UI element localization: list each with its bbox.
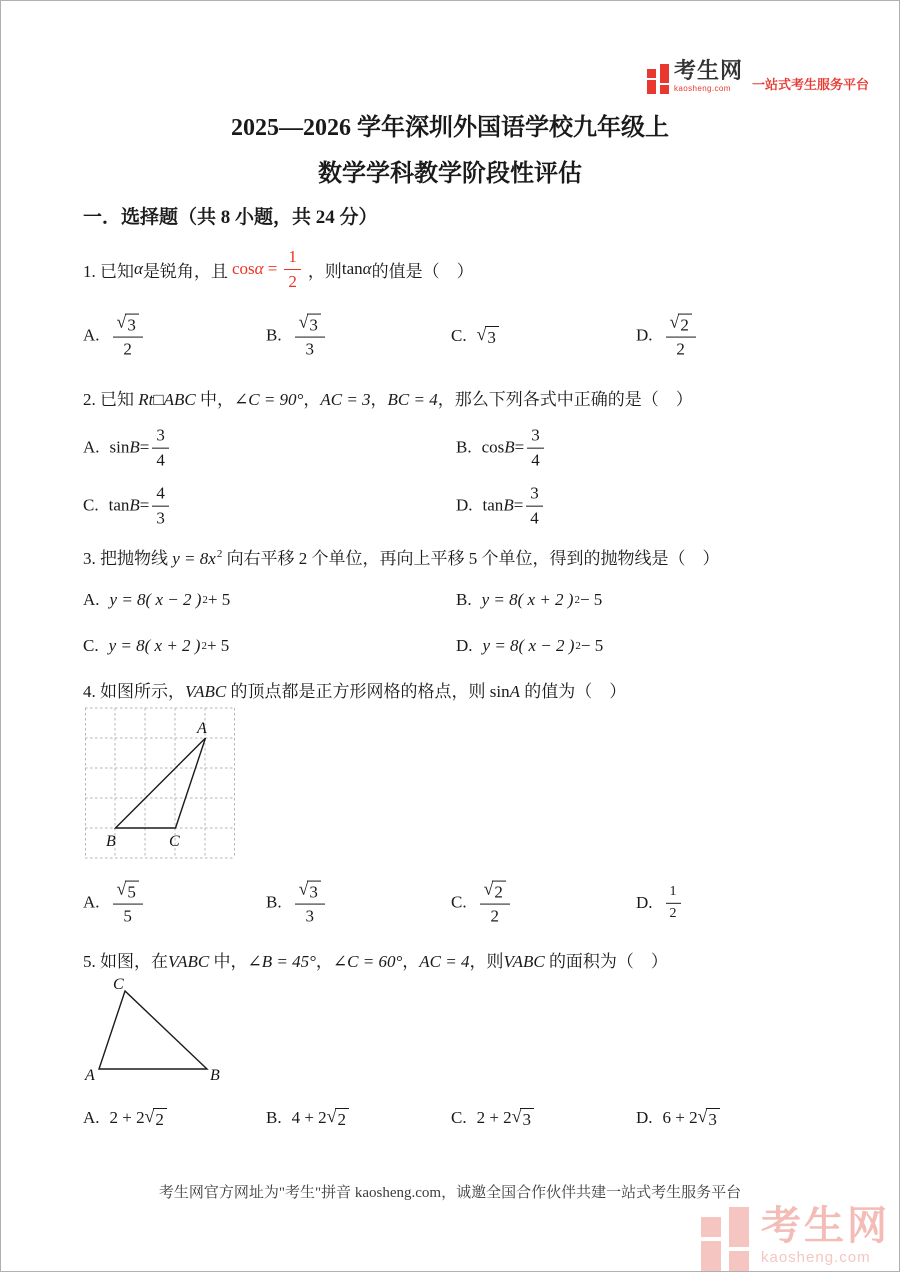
math-fn: tan (482, 496, 504, 515)
fraction-numerator: 4 (152, 485, 169, 507)
q3-option-c: C. y = 8( x + 2 ) 2 + 5 (83, 636, 230, 655)
stem-text: ， (370, 390, 388, 409)
fraction-numerator: 3 (526, 485, 543, 507)
radicand: 2 (678, 314, 692, 334)
triangle-abc-outline (116, 738, 206, 828)
fraction (295, 311, 325, 359)
question-5-options (83, 1097, 833, 1139)
math-expr: BC = 4 (387, 390, 438, 409)
stem-text: 4. 如图所示， (83, 682, 185, 701)
q5-option-c (451, 1108, 534, 1128)
equals-sign: = (514, 438, 525, 457)
stem-text: 的顶点都是正方形网格的格点，则 (226, 682, 490, 701)
radicand: 3 (307, 314, 321, 334)
sqrt (298, 878, 321, 902)
radical-sign: √ (116, 878, 127, 899)
q4-grid-figure (85, 707, 235, 864)
math-fn: tan (341, 259, 363, 278)
q5-triangle-figure (83, 977, 233, 1094)
fraction-denominator: 3 (305, 906, 314, 926)
fraction (526, 485, 543, 528)
fraction-denominator: 3 (156, 508, 165, 528)
vertex-label-c: C (169, 833, 180, 850)
vertex-label-a: A (85, 1067, 95, 1084)
radical-sign: √ (116, 311, 127, 332)
fraction-denominator: 4 (531, 450, 540, 470)
fraction-denominator: 3 (305, 339, 314, 359)
option-label: A. (83, 326, 100, 345)
question-3-options-row2 (83, 625, 833, 667)
triangle-abc-outline (99, 991, 207, 1069)
option-label: D. (456, 636, 473, 655)
logo-text-group (674, 59, 743, 93)
fraction-denominator: 5 (123, 906, 132, 926)
fraction (666, 311, 696, 359)
radical-sign: √ (669, 311, 680, 332)
math-var: α (254, 259, 264, 278)
logo-block (729, 1207, 749, 1247)
radicand: 2 (335, 1108, 349, 1128)
option-label: D. (636, 893, 653, 912)
option-label: B. (456, 438, 472, 457)
math-tail: − 5 (579, 590, 603, 609)
radical-sign: √ (298, 878, 309, 899)
fraction-numerator: 3 (152, 427, 169, 449)
equals-sign: = (139, 438, 150, 457)
fraction (284, 248, 301, 291)
math-fn: cos (481, 438, 505, 457)
q3-option-b: B. y = 8( x + 2 ) 2 − 5 (456, 590, 603, 609)
question-3-stem (83, 544, 720, 569)
radical-sign: √ (483, 878, 494, 899)
math-expr: ∠B = 45° (247, 952, 316, 971)
logo-block (660, 64, 669, 83)
math-expr: y = 8x (172, 549, 216, 568)
fraction-numerator: 3 (527, 427, 544, 449)
radical-sign: √ (511, 1106, 522, 1126)
fraction (295, 878, 325, 926)
vertex-label-b: B (106, 833, 116, 850)
math-expr: VABC (503, 952, 545, 971)
q4-option-c (451, 878, 513, 926)
radicand: 5 (125, 881, 139, 901)
stem-text: 3. 把抛物线 (83, 549, 173, 568)
sqrt (298, 311, 321, 335)
watermark-text-group (761, 1205, 890, 1266)
q2-option-c (83, 485, 172, 528)
option-label: A. (83, 590, 100, 609)
logo-block (701, 1241, 721, 1271)
math-fn: sin (109, 438, 130, 457)
watermark-domain-text: kaosheng.com (761, 1249, 871, 1266)
fraction-denominator: 2 (288, 271, 297, 291)
fraction-denominator: 2 (669, 905, 677, 921)
fraction (666, 885, 681, 921)
radical-sign: √ (697, 1106, 708, 1126)
radical-sign: √ (298, 311, 309, 332)
stem-text: ，那么下列各式中正确的是（ ） (437, 390, 693, 409)
math-expr: Rt□ABC (138, 390, 196, 409)
fraction (113, 878, 143, 926)
question-1-stem (83, 239, 474, 299)
watermark-logo (701, 1205, 890, 1271)
sqrt (327, 1108, 349, 1128)
q2-option-d (456, 485, 546, 528)
fraction-denominator: 2 (490, 906, 499, 926)
stem-text: ， (303, 390, 321, 409)
radical-sign: √ (144, 1106, 155, 1126)
math-pre: 2 + 2 (476, 1108, 512, 1127)
math-expr: VABC (168, 952, 210, 971)
stem-text: ， (402, 952, 420, 971)
q5-option-d (636, 1108, 720, 1128)
stem-text: 的值是（ ） (371, 261, 474, 281)
option-label: D. (456, 496, 473, 515)
exponent: 2 (216, 548, 223, 561)
math-tail: − 5 (580, 636, 604, 655)
q2-option-b (456, 427, 547, 470)
math-expr: AC = 4 (419, 952, 470, 971)
sqrt (145, 1108, 167, 1128)
q5-option-b (266, 1108, 349, 1128)
fraction (527, 427, 544, 470)
math-pre: 4 + 2 (291, 1108, 327, 1127)
fraction (152, 485, 169, 528)
option-label: C. (451, 893, 467, 912)
red-formula (232, 248, 304, 291)
question-4-options (83, 873, 833, 933)
math-expr: AC = 3 (320, 390, 371, 409)
option-label: A. (83, 1108, 100, 1127)
math-pre: 6 + 2 (662, 1108, 698, 1127)
fraction-denominator: 2 (676, 339, 685, 359)
sqrt (698, 1108, 720, 1128)
q3-option-d: D. y = 8( x − 2 ) 2 − 5 (456, 636, 604, 655)
math-fn: sin (489, 682, 510, 701)
logo-block (660, 85, 669, 94)
vertex-label-a: A (197, 720, 207, 737)
q4-option-b (266, 878, 328, 926)
footer-note: 考生网官方网址为"考生"拼音 kaosheng.com，诚邀全国合作伙伴共建一站式考生服务平台 (158, 1185, 742, 1201)
sqrt (477, 326, 499, 346)
math-pre: 2 + 2 (109, 1108, 145, 1127)
q4-option-a (83, 878, 146, 926)
stem-text: 1. 已知 (83, 261, 134, 281)
fraction-numerator: 1 (284, 248, 301, 270)
stem-text: 5. 如图，在 (83, 952, 168, 971)
option-label: A. (83, 438, 100, 457)
kaosheng-watermark-icon (701, 1207, 749, 1271)
fraction-denominator: 4 (156, 450, 165, 470)
radical-sign: √ (476, 324, 487, 344)
vertex-label-c: C (113, 977, 124, 993)
math-var: A (509, 682, 520, 701)
math-var: B (504, 438, 515, 457)
section-heading: 一．选择题（共 8 小题，共 24 分） (83, 207, 378, 228)
sqrt (116, 878, 139, 902)
stem-text: ， (315, 952, 333, 971)
math-expr: ∠C = 60° (332, 952, 403, 971)
stem-text: 的值为（ ） (519, 682, 627, 701)
logo-tagline: 一站式考生服务平台 (752, 77, 870, 92)
logo-block (729, 1251, 749, 1271)
option-label: C. (451, 326, 467, 345)
radicand: 3 (520, 1108, 534, 1128)
grid-triangle-svg (85, 707, 235, 859)
red-formula-lhs (232, 259, 277, 279)
math-tail: + 5 (206, 636, 230, 655)
equals-sign: = (139, 496, 150, 515)
equals-sign: = (513, 496, 524, 515)
header-logo (647, 59, 869, 94)
fraction-denominator: 4 (530, 508, 539, 528)
math-expr: y = 8( x + 2 ) (108, 636, 201, 655)
kaosheng-logo-icon (647, 64, 669, 94)
math-expr: ∠C = 90° (233, 390, 304, 409)
stem-text: ，则 (469, 952, 504, 971)
option-label: C. (451, 1108, 467, 1127)
math-expr: y = 8( x − 2 ) (109, 590, 202, 609)
stem-text: ，则 (307, 261, 342, 281)
q3-option-a: A. y = 8( x − 2 ) 2 + 5 (83, 590, 231, 609)
radicand: 3 (485, 326, 499, 346)
fraction-numerator: 1 (666, 885, 681, 904)
math-var: B (129, 438, 140, 457)
q2-option-a (83, 427, 172, 470)
question-5-stem (83, 947, 668, 972)
logo-block (701, 1217, 721, 1237)
logo-domain-text: kaosheng.com (674, 84, 731, 94)
q1-option-d (636, 311, 699, 359)
question-1-options (83, 307, 833, 365)
option-label: B. (456, 590, 472, 609)
question-4-stem (83, 677, 626, 702)
radicand: 2 (153, 1108, 167, 1128)
option-label: B. (266, 326, 282, 345)
math-var: α (362, 259, 372, 278)
question-2-options-row1 (83, 420, 833, 476)
radicand: 3 (307, 881, 321, 901)
stem-text: 中， (195, 390, 234, 409)
option-label: D. (636, 1108, 653, 1127)
watermark-brand-text: 考生网 (761, 1204, 890, 1248)
option-label: A. (83, 893, 100, 912)
radicand: 2 (492, 881, 506, 901)
stem-text: 是锐角，且 (142, 261, 228, 281)
logo-block (647, 69, 656, 78)
option-label: B. (266, 1108, 282, 1127)
math-expr: y = 8( x + 2 ) (481, 590, 574, 609)
stem-text: 中， (209, 952, 248, 971)
math-expr: VABC (185, 682, 227, 701)
q1-option-b (266, 311, 328, 359)
q1-option-c (451, 326, 499, 346)
sqrt (483, 878, 506, 902)
logo-brand-text: 考生网 (674, 58, 744, 83)
math-var: B (129, 496, 140, 515)
q4-option-d (636, 885, 684, 921)
fraction (480, 878, 510, 926)
stem-text: 的面积为（ ） (544, 952, 668, 971)
radicand: 3 (706, 1108, 720, 1128)
math-tail: + 5 (207, 590, 231, 609)
math-expr: y = 8( x − 2 ) (482, 636, 575, 655)
math-var: α (134, 259, 143, 278)
sqrt (512, 1108, 534, 1128)
stem-text: 向右平移 2 个单位，再向上平移 5 个单位，得到的抛物线是（ ） (222, 549, 720, 568)
option-label: D. (636, 326, 653, 345)
option-label: C. (83, 636, 99, 655)
question-3-options-row1 (83, 579, 833, 621)
triangle-svg (83, 977, 233, 1089)
question-2-stem (83, 385, 693, 410)
option-label: C. (83, 496, 99, 515)
exam-title-line2: 数学学科教学阶段性评估 (318, 161, 582, 187)
logo-block (647, 80, 656, 94)
sqrt (669, 311, 692, 335)
q5-option-a (83, 1108, 167, 1128)
sqrt (116, 311, 139, 335)
exam-title-line1: 2025—2026 学年深圳外国语学校九年级上 (231, 115, 669, 141)
q1-option-a (83, 311, 146, 359)
fraction (152, 427, 169, 470)
radicand: 3 (125, 314, 139, 334)
option-label: B. (266, 893, 282, 912)
math-var: B (503, 496, 514, 515)
radical-sign: √ (326, 1106, 337, 1126)
vertex-label-b: B (210, 1067, 220, 1084)
fraction-denominator: 2 (123, 339, 132, 359)
math-fn: tan (108, 496, 130, 515)
question-2-options-row2 (83, 478, 833, 534)
fraction (113, 311, 143, 359)
stem-text: 2. 已知 (83, 390, 139, 409)
equals-sign: = (263, 259, 278, 278)
math-fn: cos (231, 259, 255, 278)
